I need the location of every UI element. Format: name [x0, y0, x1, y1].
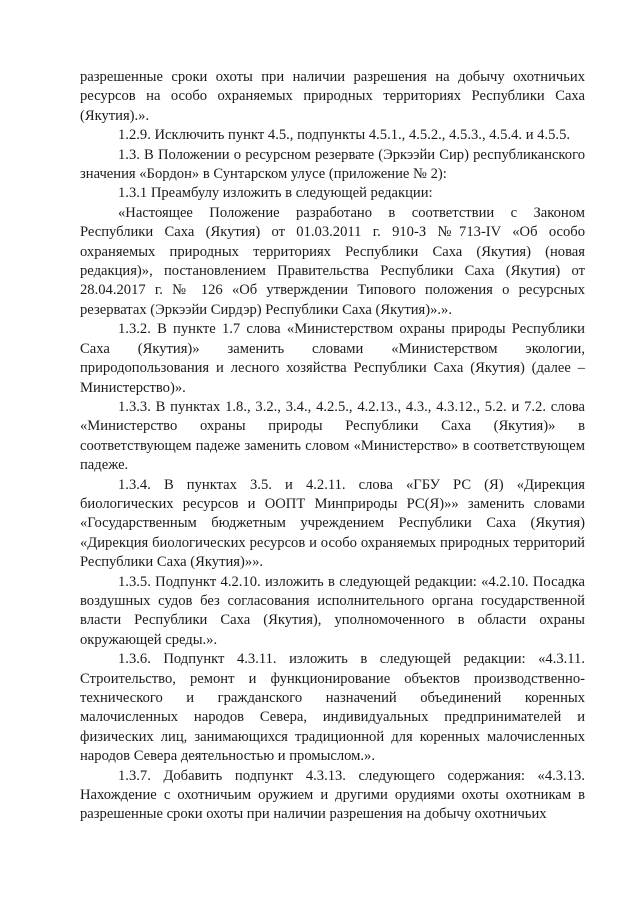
document-page: [80, 68, 585, 825]
paragraph-2: 1.2.9. Исключить пункт 4.5., подпункты 4.5.1., 4.5.2., 4.5.3., 4.5.4. и 4.5.5.: [118, 127, 571, 144]
paragraph-3: 1.3. В Положении о ресурсном резервате (Эркээйи Сир) республиканского значения «Бордон» в Сунтарском улусе (приложение № 2):: [80, 146, 585, 183]
paragraph-1: разрешенные сроки охоты при наличии разрешения на добычу охотничьих ресурсов на особо охраняемых природных территориях Республики Саха (Якутия).».: [80, 69, 585, 124]
paragraph-9: 1.3.5. Подпункт 4.2.10. изложить в следующей редакции: «4.2.10. Посадка воздушных судов без согласования исполнительного органа государственной власти Республики Саха (Якутия), уполномоченного в области охраны окружающей среды.».: [80, 573, 585, 648]
paragraph-4: 1.3.1 Преамбулу изложить в следующей редакции:: [118, 185, 433, 202]
paragraph-5: «Настоящее Положение разработано в соответствии с Законом Республики Саха (Якутия) от 01.03.2011 г. 910-З №713-IV «Об особо охраняемых природных территориях Республики Саха (Якутия) (новая редакция)», постановлением Правительства Республики Саха (Якутия) от 28.04.2017 г. № 126 «Об утверждении Типового положения о ресурсных резерватах (Эркээйи Сирдэр) Республики Саха (Якутия)».».: [80, 204, 585, 318]
paragraph-10: 1.3.6. Подпункт 4.3.11. изложить в следующей редакции: «4.3.11. Строительство, ремонт и функционирование объектов производственно-технического и гражданского назначений объединений коренных малочисленных народов Севера, индивидуальных предпринимателей и физических лиц, занимающихся традиционной для коренных малочисленных народов Севера деятельностью и промыслом.».: [80, 651, 585, 765]
paragraph-11: 1.3.7. Добавить подпункт 4.3.13. следующего содержания: «4.3.13. Нахождение с охотничьим оружием и другими орудиями охоты охотникам в разрешенные сроки охоты при наличии разрешения на добычу охотничьих: [80, 767, 585, 823]
paragraph-7: 1.3.3. В пунктах 1.8., 3.2., 3.4., 4.2.5., 4.2.13., 4.3., 4.3.12., 5.2. и 7.2. слова «Министерство охраны природы Республики Саха (Якутия)» в соответствующем падеже заменить словом «Министерство» в соответствующем падеже.: [80, 398, 585, 474]
paragraph-8: 1.3.4. В пунктах 3.5. и 4.2.11. слова «ГБУ РС (Я) «Дирекция биологических ресурсов и ООПТ Минприроды РС(Я)»» заменить словами «Государственным бюджетным учреждением Республики Саха (Якутия) «Дирекция биологических ресурсов и особо охраняемых природных территорий Республики Саха (Якутия)»».: [80, 476, 585, 571]
paragraph-6: 1.3.2. В пункте 1.7 слова «Министерством охраны природы Республики Саха (Якутия)» заменить словами «Министерством экологии, природопользования и лесного хозяйства Республики Саха (Якутия) (далее – Министерство)».: [80, 321, 585, 396]
